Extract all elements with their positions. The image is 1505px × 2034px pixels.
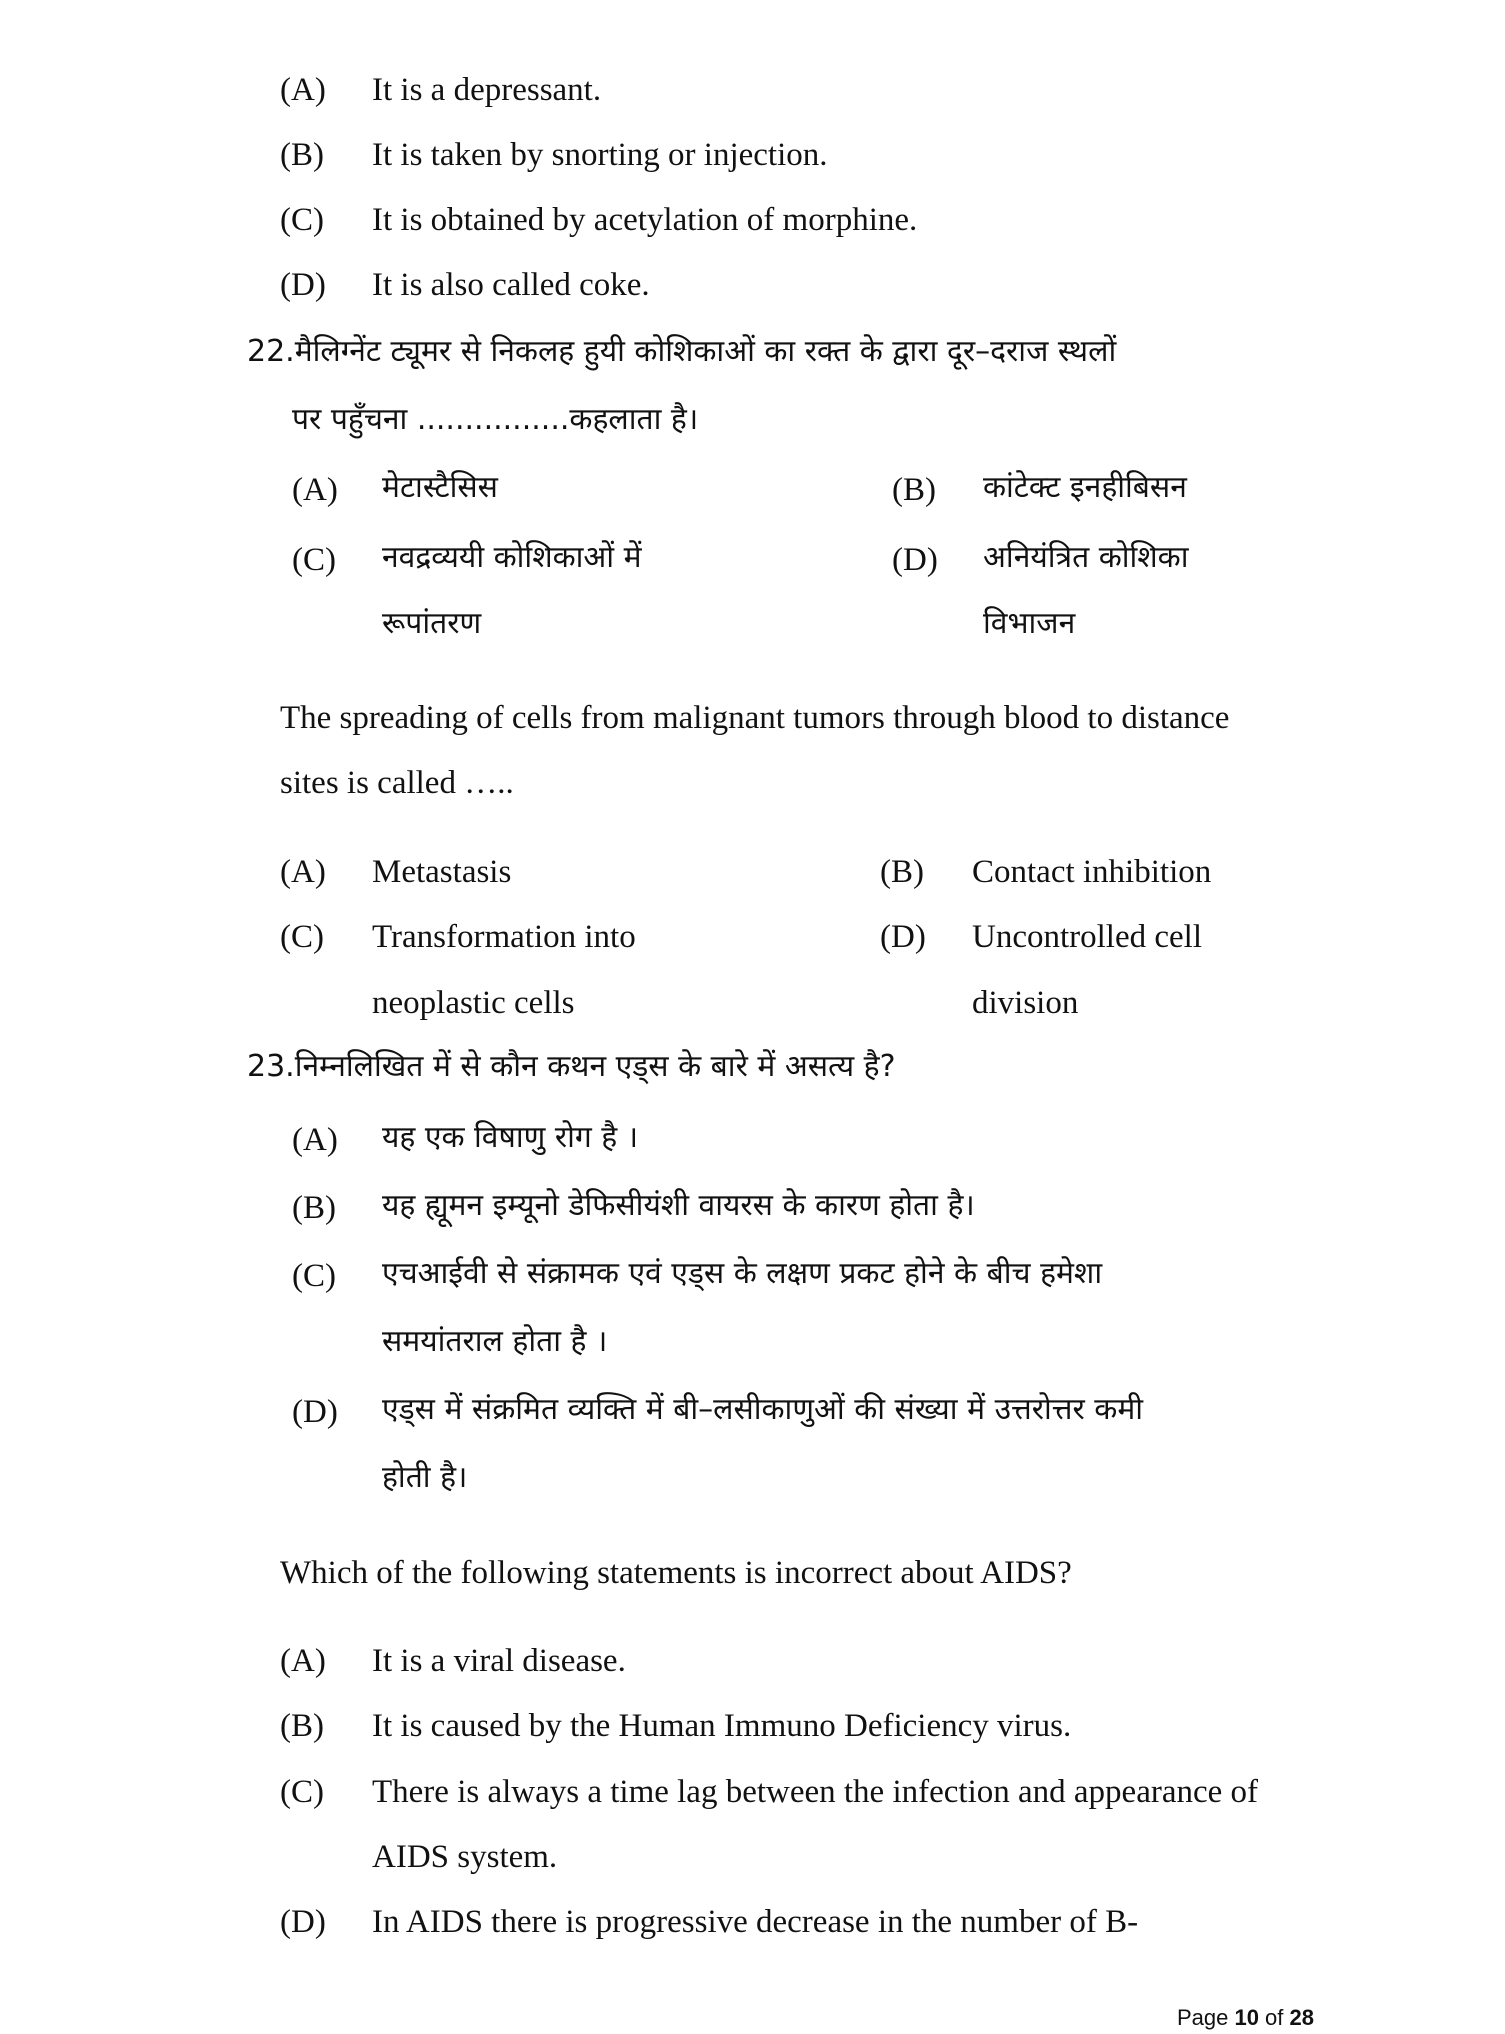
q23-hindi-option-b-label: (B) xyxy=(292,1190,336,1226)
page-prefix: Page xyxy=(1176,2005,1235,2030)
q23-english-option-b-label: (B) xyxy=(280,1708,324,1744)
q23-english-option-c-text-line2: AIDS system. xyxy=(372,1839,558,1875)
q22-english-stem-line1: The spreading of cells from malignant tumors through blood to distance xyxy=(280,700,1230,736)
q21-option-d-text: It is also called coke. xyxy=(372,267,650,303)
q22-english-option-c-text-line1: Transformation into xyxy=(372,919,636,955)
current-page: 10 xyxy=(1234,2005,1259,2030)
q23-hindi-option-b-text: यह ह्यूमन इम्यूनो डेफिसीयंशी वायरस के कारण होता है। xyxy=(382,1188,975,1223)
q23-hindi-option-a-text: यह एक विषाणु रोग है । xyxy=(382,1120,639,1155)
q22-hindi-option-c-text-line2: रूपांतरण xyxy=(382,606,482,641)
q22-hindi-option-c-text-line1: नवद्रव्ययी कोशिकाओं में xyxy=(382,540,642,575)
q23-english-option-a-text: It is a viral disease. xyxy=(372,1643,626,1679)
q22-english-option-b-label: (B) xyxy=(880,854,924,890)
q22-hindi-option-b-text: कांटेक्ट इनहीबिसन xyxy=(983,470,1187,505)
q23-english-option-a-label: (A) xyxy=(280,1643,326,1679)
page-number xyxy=(1177,2005,1314,2031)
q23-hindi-option-d-text-line2: होती है। xyxy=(382,1460,468,1495)
q23-english-stem: Which of the following statements is incorrect about AIDS? xyxy=(280,1555,1072,1591)
q22-hindi-option-a-label: (A) xyxy=(292,472,338,508)
q23-hindi-stem: 23.निम्नलिखित में से कौन कथन एड्स के बारे में असत्य है? xyxy=(247,1049,896,1084)
q21-option-b-label: (B) xyxy=(280,137,324,173)
q22-english-option-a-label: (A) xyxy=(280,854,326,890)
q22-hindi-stem-line2: पर पहुँचना ................कहलाता है। xyxy=(292,402,699,437)
q22-english-option-c-text-line2: neoplastic cells xyxy=(372,985,575,1021)
q22-english-option-d-text-line1: Uncontrolled cell xyxy=(972,919,1203,955)
total-pages: 28 xyxy=(1289,2005,1314,2030)
q23-hindi-option-c-text-line1: एचआईवी से संक्रामक एवं एड्स के लक्षण प्रकट होने के बीच हमेशा xyxy=(382,1256,1103,1291)
q22-english-option-c-label: (C) xyxy=(280,919,324,955)
q23-hindi-option-c-label: (C) xyxy=(292,1258,336,1294)
q23-english-option-d-text-line1: In AIDS there is progressive decrease in the number of B- xyxy=(372,1904,1139,1940)
q23-hindi-option-c-text-line2: समयांतराल होता है । xyxy=(382,1324,608,1359)
q21-option-d-label: (D) xyxy=(280,267,326,303)
q22-hindi-option-d-label: (D) xyxy=(892,542,938,578)
q21-option-c-label: (C) xyxy=(280,202,324,238)
q23-english-option-b-text: It is caused by the Human Immuno Deficiency virus. xyxy=(372,1708,1072,1744)
q22-hindi-option-d-text-line1: अनियंत्रित कोशिका xyxy=(983,540,1189,575)
q23-english-option-c-label: (C) xyxy=(280,1774,324,1810)
q22-english-option-a-text: Metastasis xyxy=(372,854,512,890)
page-of: of xyxy=(1258,2005,1290,2030)
q21-option-c-text: It is obtained by acetylation of morphine. xyxy=(372,202,918,238)
q22-hindi-option-b-label: (B) xyxy=(892,472,936,508)
q22-hindi-option-c-label: (C) xyxy=(292,542,336,578)
q23-english-option-c-text-line1: There is always a time lag between the infection and appearance of xyxy=(372,1774,1259,1810)
q21-option-b-text: It is taken by snorting or injection. xyxy=(372,137,828,173)
q22-hindi-option-d-text-line2: विभाजन xyxy=(983,606,1076,641)
q23-hindi-option-d-label: (D) xyxy=(292,1394,338,1430)
q22-hindi-stem-line1: 22.मैलिग्नेंट ट्यूमर से निकलह हुयी कोशिकाओं का रक्त के द्वारा दूर–दराज स्थलों xyxy=(247,334,1117,369)
q22-hindi-option-a-text: मेटास्टैसिस xyxy=(382,470,498,505)
q22-english-option-b-text: Contact inhibition xyxy=(972,854,1212,890)
q22-english-option-d-label: (D) xyxy=(880,919,926,955)
q22-english-stem-line2: sites is called ….. xyxy=(280,765,514,801)
q21-option-a-label: (A) xyxy=(280,72,326,108)
q23-hindi-option-d-text-line1: एड्स में संक्रमित व्यक्ति में बी–लसीकाणुओं की संख्या में उत्तरोत्तर कमी xyxy=(382,1392,1144,1427)
q23-english-option-d-label: (D) xyxy=(280,1904,326,1940)
q22-english-option-d-text-line2: division xyxy=(972,985,1079,1021)
q23-hindi-option-a-label: (A) xyxy=(292,1122,338,1158)
q21-option-a-text: It is a depressant. xyxy=(372,72,602,108)
